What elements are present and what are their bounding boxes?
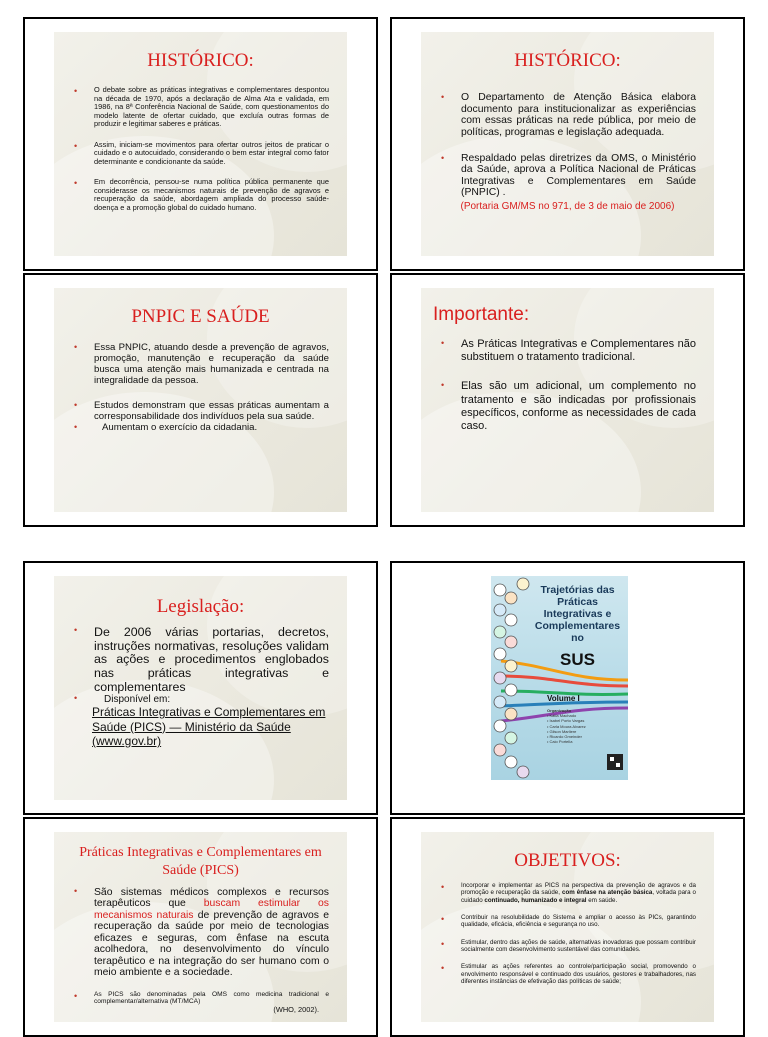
bullet-item: • Contribuir na resolubilidade do Sistema e ampliar o acesso às PICs, garantindo qualidade, eficácia, eficiência e segurança no uso.	[439, 914, 696, 929]
bullet-subitem: • Disponível em:	[72, 694, 329, 705]
slide-book-cover	[390, 561, 745, 815]
slide-title: Legislação:	[156, 596, 245, 617]
slide-panel	[421, 832, 714, 1022]
slide-title: HISTÓRICO:	[147, 50, 254, 71]
cover-title: Trajetórias das Práticas Integrativas e Complementares no	[534, 584, 621, 645]
bullet-item: • Essa PNPIC, atuando desde a prevenção de agravos, promoção, manutenção e recuperação da saúde busca uma atenção mais humanizada e centrada na integralidade da pessoa.	[72, 342, 329, 386]
slide-title: OBJETIVOS:	[514, 850, 621, 871]
cover-sus: SUS	[560, 650, 595, 669]
bullet-item: • Incorporar e implementar as PICS na perspectiva da prevenção de agravos e da promoção e recuperação da saúde, com ênfase na atenção básica, voltada para o cuidado continuado, humanizado e integral em saúde.	[439, 882, 696, 904]
book-cover-image	[491, 576, 628, 780]
bullet-item: • Estimular as ações referentes ao controle/participação social, promovendo o envolvimento responsável e continuado dos usuários, gestores e trabalhadores, nas diferentes instâncias de efetivação das políticas de saúde;	[439, 963, 696, 985]
slide-panel	[54, 288, 347, 512]
bullet-item: • Estimular, dentro das ações de saúde, alternativas inovadoras que possam contribuir socialmente com desenvolvimento sustentável das comunidades.	[439, 939, 696, 954]
bullet-item: • Em decorrência, pensou-se numa política pública permanente que considerasse os mecanismos naturais de prevenção de agravos e recuperação da saúde, abordagem ampliada do processo saúde-doença e a promoção global do cuidado humano.	[72, 178, 329, 212]
slide-objetivos	[390, 817, 745, 1037]
bullet-subitem: • Aumentam o exercício da cidadania.	[72, 422, 329, 433]
bullet-item: • Respaldado pelas diretrizes da OMS, o Ministério da Saúde, aprova a Política Nacional de Práticas Integrativas e Complementares em Saúde (PNPIC) .	[439, 153, 696, 200]
bullet-item: • Elas são um adicional, um complemento no tratamento e são indicadas por profissionais específicos, conforme as necessidades de cada caso.	[439, 380, 696, 433]
slide-panel	[54, 832, 347, 1022]
slide-pnpic-saude	[23, 273, 378, 527]
slide-panel	[421, 288, 714, 512]
bullet-item: • De 2006 várias portarias, decretos, instruções normativas, resoluções validam as ações e procedimentos englobados nas práticas integrativas e complementares	[72, 626, 329, 694]
bullet-item: • São sistemas médicos complexos e recursos terapêuticos que buscam estimular os mecanismos naturais de prevenção de agravos e recuperação da saúde por meio de tecnologias eficazes e seguras, com ênfase na escuta acolhedora, no desenvolvimento do vínculo terapêutico e na integração do ser humano com o meio ambiente e a sociedade.	[72, 887, 329, 979]
bullet-item: • As Práticas Integrativas e Complementares não substituem o tratamento tradicional.	[439, 338, 696, 364]
slide-importante	[390, 273, 745, 527]
pics-link[interactable]: Práticas Integrativas e Complementares em Saúde (PICS) — Ministério da Saúde (www.gov.br)	[92, 705, 326, 748]
bullet-item: • O Departamento de Atenção Básica elabora documento para institucionalizar as experiências com essas práticas na rede pública, por meio de políticas, programas e legislação adequada.	[439, 92, 696, 139]
slide-title: HISTÓRICO:	[514, 50, 621, 71]
slide-title: Importante:	[433, 304, 530, 325]
bullet-item: • O debate sobre as práticas integrativas e complementares despontou na década de 1970, após a declaração de Alma Ata e validada, em 1986, na 8ª Conferência Nacional de Saúde, com questionamentos do modelo latente de ofertar cuidado, que excluía outras formas de produzir e legitimar saberes e práticas.	[72, 86, 329, 129]
bullet-item: • As PICS são denominadas pela OMS como medicina tradicional e complementar/alternativa (MT/MCA)	[72, 991, 329, 1006]
slide-title: PNPIC E SAÚDE	[131, 306, 270, 327]
cover-organizers: Organização • Kátia Machado • Isabel Porto Vargas • Carla Moura Alvarez • Gilson Marliere • Ricardo Gmeinder • Caio Portella	[547, 708, 586, 745]
slide-panel	[421, 32, 714, 256]
cover-volume: Volume I	[547, 694, 580, 703]
citation: (WHO, 2002).	[273, 1004, 319, 1014]
portaria-note: (Portaria GM/MS no 971, de 3 de maio de 2006)	[460, 201, 675, 213]
slide-legislacao	[23, 561, 378, 815]
slide-historico-2	[390, 17, 745, 271]
slide-title: Práticas Integrativas e Complementares em Saúde (PICS)	[79, 845, 322, 878]
slide-historico-1	[23, 17, 378, 271]
slide-panel	[54, 576, 347, 800]
slide-panel	[54, 32, 347, 256]
bullet-item: • Assim, iniciam-se movimentos para ofertar outros jeitos de praticar o cuidado e o autocuidado, considerando o bem estar integral como fator determinante e condicionante da saúde.	[72, 141, 329, 167]
bullet-item: • Estudos demonstram que essas práticas aumentam a corresponsabilidade dos indivíduos pela sua saúde.	[72, 400, 329, 422]
slide-pics	[23, 817, 378, 1037]
